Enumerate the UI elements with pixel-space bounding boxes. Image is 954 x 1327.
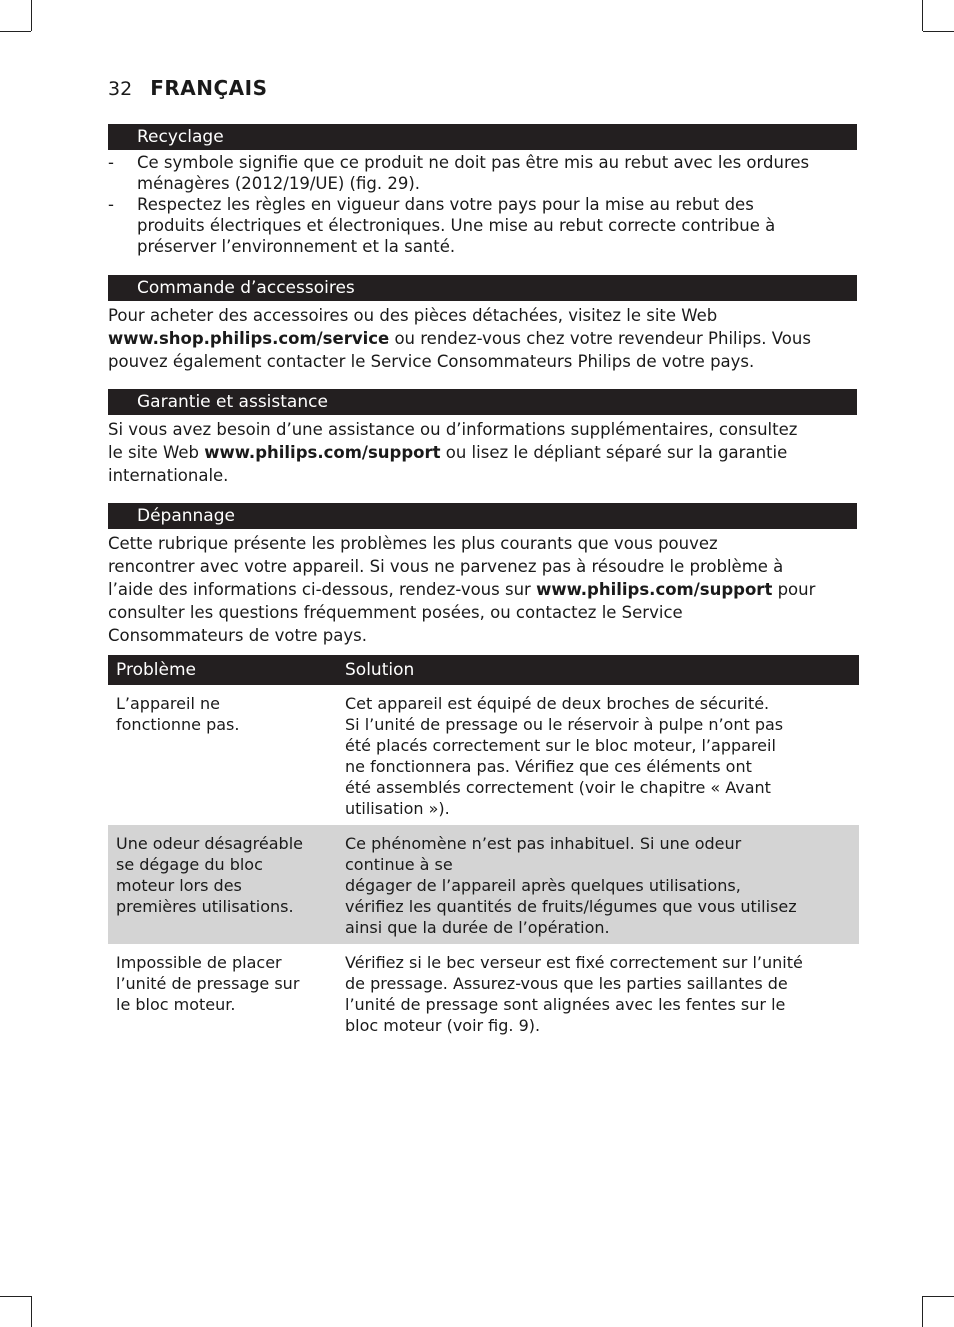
section-title-troubleshooting: Dépannage: [108, 503, 857, 529]
crop-mark: [0, 31, 31, 32]
language-heading: FRANÇAIS: [150, 76, 268, 100]
column-header-problem: Problème: [108, 655, 337, 685]
crop-mark: [31, 1296, 32, 1327]
solution-cell: Ce phénomène n’est pas inhabituel. Si une odeur continue à se dégager de l’appareil après quelques utilisations, vérifiez les quantités de fruits/légumes que vous utilisez ainsi que la durée de l’opération.: [337, 825, 859, 944]
support-link[interactable]: www.philips.com/support: [204, 443, 441, 462]
crop-mark: [31, 0, 32, 31]
page-number: 32: [108, 78, 133, 100]
list-item: - Respectez les règles en vigueur dans votre pays pour la mise au rebut des produits électriques et électroniques. Une mise au rebut correcte contribue à préserver l’environnement et la santé.: [108, 195, 776, 256]
bullet-dash: -: [108, 153, 114, 172]
bullet-dash: -: [108, 195, 114, 214]
table-row: [108, 685, 859, 825]
list-item: - Ce symbole signifie que ce produit ne doit pas être mis au rebut avec les ordures ménagères (2012/19/UE) (fig. 29).: [108, 153, 810, 193]
crop-mark: [923, 1296, 954, 1297]
troubleshooting-table: [108, 655, 859, 1042]
column-header-solution: Solution: [337, 655, 859, 685]
table-header-row: [108, 655, 859, 685]
crop-mark: [923, 31, 954, 32]
solution-cell: Cet appareil est équipé de deux broches de sécurité. Si l’unité de pressage ou le réservoir à pulpe n’ont pas été placés correctement sur le bloc moteur, l’appareil ne fonctionnera pas. Vérifiez que ces éléments ont été assemblés correctement (voir le chapitre « Avant utilisation »).: [345, 694, 784, 818]
section-title-recycling: Recyclage: [108, 124, 857, 150]
warranty-paragraph: Si vous avez besoin d’une assistance ou d’informations supplémentaires, consultez le site Web www.philips.com/support ou lisez le dépliant séparé sur la garantie internationale.: [108, 420, 798, 485]
accessories-paragraph: Pour acheter des accessoires ou des pièces détachées, visitez le site Web www.shop.philips.com/service ou rendez-vous chez votre revendeur Philips. Vous pouvez également contacter le Service Consommateurs Philips de votre pays.: [108, 306, 811, 371]
problem-cell: Impossible de placer l’unité de pressage sur le bloc moteur.: [116, 953, 300, 1014]
recycling-list: [108, 152, 860, 257]
problem-cell: L’appareil ne fonctionne pas.: [116, 694, 240, 734]
shop-link[interactable]: www.shop.philips.com/service: [108, 329, 390, 348]
support-link[interactable]: www.philips.com/support: [536, 580, 773, 599]
troubleshooting-paragraph: Cette rubrique présente les problèmes les plus courants que vous pouvez rencontrer avec votre appareil. Si vous ne parvenez pas à résoudre le problème à l’aide des informations ci-dessous, rendez-vous sur www.philips.com/support pour consulter les questions fréquemment posées, ou contactez le Service Consommateurs de votre pays.: [108, 534, 816, 645]
problem-cell: Une odeur désagréable se dégage du bloc moteur lors des premières utilisations.: [108, 825, 337, 944]
section-title-accessories: Commande d’accessoires: [108, 275, 857, 301]
page-header: [108, 76, 267, 102]
table-row: [108, 944, 859, 1042]
solution-cell: Vérifiez si le bec verseur est fixé correctement sur l’unité de pressage. Assurez-vous que les parties saillantes de l’unité de pressage sont alignées avec les fentes sur le bloc moteur (voir fig. 9).: [345, 953, 803, 1035]
table-row: [108, 825, 859, 944]
crop-mark: [922, 0, 923, 31]
section-title-warranty: Garantie et assistance: [108, 389, 857, 415]
crop-mark: [922, 1296, 923, 1327]
crop-mark: [0, 1296, 31, 1297]
